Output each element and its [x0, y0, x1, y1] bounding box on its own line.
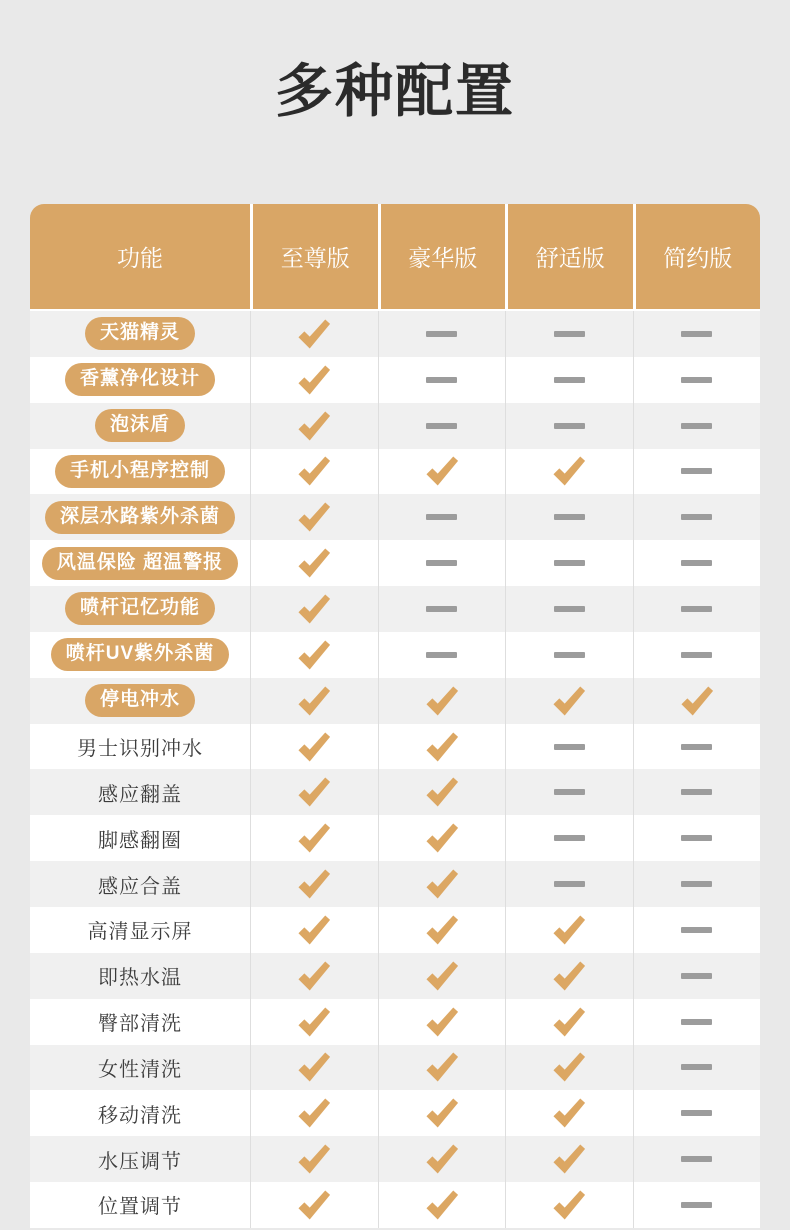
check-icon [424, 961, 460, 991]
value-cell [505, 1136, 633, 1182]
dash-icon [681, 1064, 712, 1070]
value-cell [378, 953, 506, 999]
feature-label: 男士识别冲水 [77, 738, 203, 761]
value-cell [250, 1136, 378, 1182]
feature-label: 水压调节 [98, 1150, 182, 1173]
value-cell [250, 953, 378, 999]
feature-badge: 手机小程序控制 [55, 455, 225, 488]
value-cell [505, 769, 633, 815]
feature-label: 移动清洗 [98, 1104, 182, 1127]
check-icon [296, 548, 332, 578]
check-icon [551, 1098, 587, 1128]
check-icon [424, 1098, 460, 1128]
check-icon [551, 456, 587, 486]
table-row [30, 1136, 760, 1182]
table-header-row [30, 204, 760, 311]
value-cell [250, 403, 378, 449]
dash-icon [681, 1202, 712, 1208]
value-cell [250, 724, 378, 770]
value-cell [378, 357, 506, 403]
value-cell [633, 1136, 761, 1182]
value-cell [378, 403, 506, 449]
dash-icon [554, 835, 585, 841]
value-cell [633, 999, 761, 1045]
feature-badge: 停电冲水 [85, 684, 195, 717]
table-body [30, 311, 760, 1228]
dash-icon [681, 1156, 712, 1162]
value-cell [505, 678, 633, 724]
table-row [30, 1182, 760, 1228]
value-cell [505, 494, 633, 540]
feature-label: 臀部清洗 [98, 1013, 182, 1036]
dash-icon [681, 1019, 712, 1025]
value-cell [250, 769, 378, 815]
dash-icon [554, 652, 585, 658]
value-cell [505, 724, 633, 770]
value-cell [378, 1090, 506, 1136]
feature-label: 即热水温 [98, 967, 182, 990]
feature-label-cell [30, 449, 250, 495]
check-icon [296, 411, 332, 441]
value-cell [505, 1090, 633, 1136]
table-row [30, 999, 760, 1045]
check-icon [551, 961, 587, 991]
value-cell [505, 815, 633, 861]
value-cell [633, 815, 761, 861]
table-row [30, 724, 760, 770]
check-icon [424, 732, 460, 762]
check-icon [296, 456, 332, 486]
feature-label-cell [30, 815, 250, 861]
check-icon [424, 1052, 460, 1082]
column-header-simple: 简约版 [633, 204, 761, 309]
feature-badge: 泡沫盾 [95, 409, 185, 442]
table-row [30, 815, 760, 861]
feature-label-cell [30, 769, 250, 815]
value-cell [250, 999, 378, 1045]
check-icon [296, 915, 332, 945]
column-header-supreme: 至尊版 [250, 204, 378, 309]
value-cell [250, 494, 378, 540]
value-cell [505, 861, 633, 907]
check-icon [551, 1007, 587, 1037]
column-header-comfort: 舒适版 [505, 204, 633, 309]
value-cell [250, 586, 378, 632]
table-row [30, 540, 760, 586]
check-icon [296, 777, 332, 807]
table-row [30, 311, 760, 357]
value-cell [250, 815, 378, 861]
table-row [30, 494, 760, 540]
value-cell [505, 540, 633, 586]
dash-icon [426, 377, 457, 383]
check-icon [424, 1190, 460, 1220]
value-cell [250, 678, 378, 724]
value-cell [633, 953, 761, 999]
value-cell [378, 678, 506, 724]
feature-label-cell [30, 311, 250, 357]
table-row [30, 907, 760, 953]
value-cell [250, 540, 378, 586]
dash-icon [426, 606, 457, 612]
check-icon [551, 915, 587, 945]
feature-label-cell [30, 678, 250, 724]
feature-label: 位置调节 [98, 1196, 182, 1219]
dash-icon [681, 514, 712, 520]
check-icon [424, 915, 460, 945]
dash-icon [681, 331, 712, 337]
feature-label-cell [30, 1136, 250, 1182]
dash-icon [681, 1110, 712, 1116]
dash-icon [681, 606, 712, 612]
value-cell [378, 999, 506, 1045]
check-icon [296, 961, 332, 991]
value-cell [250, 311, 378, 357]
dash-icon [681, 973, 712, 979]
value-cell [250, 632, 378, 678]
dash-icon [426, 423, 457, 429]
feature-label-cell [30, 999, 250, 1045]
value-cell [505, 632, 633, 678]
feature-label-cell [30, 1045, 250, 1091]
value-cell [378, 1045, 506, 1091]
value-cell [505, 586, 633, 632]
feature-badge: 深层水路紫外杀菌 [45, 501, 235, 534]
table-row [30, 357, 760, 403]
value-cell [250, 449, 378, 495]
dash-icon [681, 927, 712, 933]
value-cell [378, 494, 506, 540]
value-cell [633, 678, 761, 724]
feature-label: 感应合盖 [98, 875, 182, 898]
value-cell [633, 632, 761, 678]
value-cell [633, 494, 761, 540]
value-cell [633, 861, 761, 907]
value-cell [505, 999, 633, 1045]
dash-icon [554, 881, 585, 887]
feature-badge: 天猫精灵 [85, 317, 195, 350]
check-icon [296, 686, 332, 716]
dash-icon [426, 560, 457, 566]
value-cell [378, 1136, 506, 1182]
value-cell [633, 357, 761, 403]
dash-icon [554, 514, 585, 520]
value-cell [378, 861, 506, 907]
value-cell [505, 449, 633, 495]
table-row [30, 861, 760, 907]
check-icon [424, 686, 460, 716]
feature-label: 女性清洗 [98, 1058, 182, 1081]
value-cell [505, 1182, 633, 1228]
table-row [30, 586, 760, 632]
table-row [30, 1090, 760, 1136]
dash-icon [681, 744, 712, 750]
check-icon [296, 823, 332, 853]
table-row [30, 953, 760, 999]
feature-label-cell [30, 1090, 250, 1136]
check-icon [296, 1190, 332, 1220]
value-cell [633, 449, 761, 495]
value-cell [378, 311, 506, 357]
check-icon [296, 502, 332, 532]
value-cell [633, 1045, 761, 1091]
feature-label-cell [30, 403, 250, 449]
dash-icon [681, 560, 712, 566]
check-icon [424, 777, 460, 807]
check-icon [424, 1144, 460, 1174]
feature-label-cell [30, 540, 250, 586]
value-cell [378, 586, 506, 632]
value-cell [633, 403, 761, 449]
check-icon [296, 1007, 332, 1037]
table-row [30, 632, 760, 678]
feature-label-cell [30, 357, 250, 403]
feature-label-cell [30, 494, 250, 540]
value-cell [250, 861, 378, 907]
value-cell [633, 1090, 761, 1136]
table-row [30, 769, 760, 815]
check-icon [551, 686, 587, 716]
value-cell [250, 357, 378, 403]
check-icon [679, 686, 715, 716]
table-row [30, 678, 760, 724]
feature-label-cell [30, 907, 250, 953]
value-cell [378, 769, 506, 815]
check-icon [296, 1144, 332, 1174]
check-icon [424, 456, 460, 486]
check-icon [296, 869, 332, 899]
value-cell [505, 953, 633, 999]
dash-icon [426, 514, 457, 520]
column-header-deluxe: 豪华版 [378, 204, 506, 309]
check-icon [296, 594, 332, 624]
value-cell [505, 357, 633, 403]
table-row [30, 403, 760, 449]
value-cell [633, 769, 761, 815]
feature-label-cell [30, 632, 250, 678]
check-icon [296, 365, 332, 395]
check-icon [424, 869, 460, 899]
check-icon [296, 319, 332, 349]
value-cell [505, 907, 633, 953]
dash-icon [426, 331, 457, 337]
value-cell [633, 586, 761, 632]
dash-icon [681, 468, 712, 474]
value-cell [378, 449, 506, 495]
feature-label-cell [30, 953, 250, 999]
value-cell [378, 632, 506, 678]
dash-icon [554, 789, 585, 795]
value-cell [633, 311, 761, 357]
column-header-feature: 功能 [117, 245, 163, 271]
dash-icon [554, 423, 585, 429]
value-cell [378, 1182, 506, 1228]
feature-label: 高清显示屏 [87, 921, 193, 944]
feature-badge: 喷杆记忆功能 [65, 592, 215, 625]
check-icon [296, 640, 332, 670]
dash-icon [681, 789, 712, 795]
feature-label-cell [30, 724, 250, 770]
value-cell [378, 907, 506, 953]
dash-icon [554, 377, 585, 383]
value-cell [505, 403, 633, 449]
dash-icon [681, 377, 712, 383]
value-cell [378, 724, 506, 770]
value-cell [378, 815, 506, 861]
value-cell [633, 1182, 761, 1228]
value-cell [378, 540, 506, 586]
table-row [30, 1045, 760, 1091]
value-cell [633, 724, 761, 770]
dash-icon [554, 331, 585, 337]
dash-icon [681, 652, 712, 658]
feature-label-cell [30, 1182, 250, 1228]
value-cell [633, 907, 761, 953]
dash-icon [681, 835, 712, 841]
value-cell [505, 311, 633, 357]
check-icon [296, 1098, 332, 1128]
check-icon [551, 1052, 587, 1082]
check-icon [424, 1007, 460, 1037]
feature-label: 脚感翻圈 [98, 829, 182, 852]
value-cell [633, 540, 761, 586]
dash-icon [681, 881, 712, 887]
feature-badge: 喷杆UV紫外杀菌 [51, 638, 229, 671]
feature-comparison-table [30, 204, 760, 1228]
table-row [30, 449, 760, 495]
value-cell [250, 1182, 378, 1228]
dash-icon [554, 606, 585, 612]
value-cell [250, 907, 378, 953]
check-icon [296, 732, 332, 762]
feature-badge: 香薰净化设计 [65, 363, 215, 396]
feature-label-cell [30, 861, 250, 907]
check-icon [551, 1190, 587, 1220]
value-cell [250, 1090, 378, 1136]
dash-icon [681, 423, 712, 429]
value-cell [505, 1045, 633, 1091]
feature-label: 感应翻盖 [98, 783, 182, 806]
dash-icon [426, 652, 457, 658]
dash-icon [554, 560, 585, 566]
check-icon [424, 823, 460, 853]
check-icon [551, 1144, 587, 1174]
dash-icon [554, 744, 585, 750]
value-cell [250, 1045, 378, 1091]
feature-badge: 风温保险 超温警报 [42, 547, 238, 580]
feature-label-cell [30, 586, 250, 632]
check-icon [296, 1052, 332, 1082]
page-title: 多种配置 [274, 59, 515, 124]
